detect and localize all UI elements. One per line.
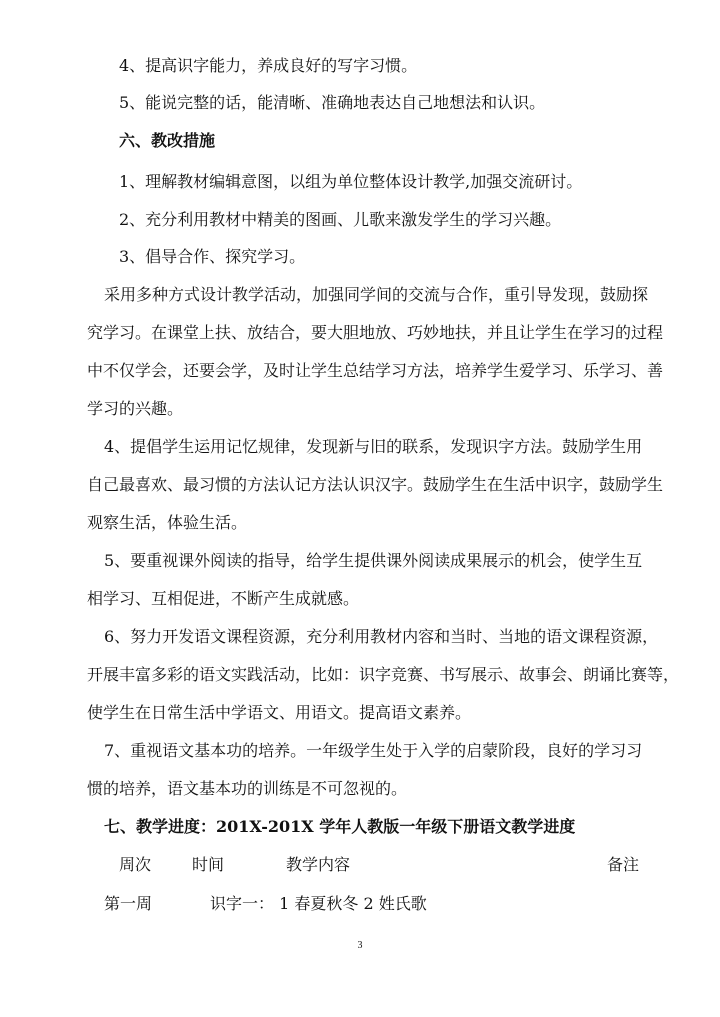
paragraph-line: 自己最喜欢、最习惯的方法认记方法认识汉字。鼓励学生在生活中识字，鼓励学生 <box>87 475 664 494</box>
paragraph-line: 采用多种方式设计教学活动，加强同学间的交流与合作，重引导发现，鼓励探 <box>104 285 649 304</box>
schedule-header-time: 时间 <box>192 855 225 874</box>
measure-5: 5、要重视课外阅读的指导，给学生提供课外阅读成果展示的机会，使学生互 <box>104 551 643 570</box>
paragraph-line: 惯的培养，语文基本功的训练是不可忽视的。 <box>87 779 408 798</box>
paragraph-line: 开展丰富多彩的语文实践活动，比如：识字竞赛、书写展示、故事会、朗诵比赛等， <box>87 665 680 684</box>
paragraph-line: 究学习。在课堂上扶、放结合，要大胆地放、巧妙地扶，并且让学生在学习的过程 <box>87 323 664 342</box>
schedule-row-week: 第一周 <box>104 894 153 913</box>
schedule-row-content: 识字一： 1 春夏秋冬 2 姓氏歌 <box>210 894 427 913</box>
paragraph-line: 中不仅学会，还要会学，及时让学生总结学习方法，培养学生爱学习、乐学习、善 <box>87 361 664 380</box>
paragraph-line: 使学生在日常生活中学语文、用语文。提高语文素养。 <box>87 703 472 722</box>
schedule-header-content: 教学内容 <box>286 855 351 874</box>
measure-7: 7、重视语文基本功的培养。一年级学生处于入学的启蒙阶段，良好的学习习 <box>104 741 643 760</box>
section-heading-schedule: 七、教学进度：201X-201X 学年人教版一年级下册语文教学进度 <box>104 817 576 836</box>
paragraph-line: 观察生活，体验生活。 <box>87 513 248 532</box>
schedule-header-notes: 备注 <box>607 855 640 874</box>
paragraph-line: 相学习、互相促进，不断产生成就感。 <box>87 589 360 608</box>
schedule-header-week: 周次 <box>119 855 152 874</box>
measure-1: 1、理解教材编辑意图，以组为单位整体设计教学,加强交流研讨。 <box>119 172 583 191</box>
section-heading-reform: 六、教改措施 <box>119 131 216 150</box>
measure-2: 2、充分利用教材中精美的图画、儿歌来激发学生的学习兴趣。 <box>119 210 562 229</box>
measure-3: 3、倡导合作、探究学习。 <box>119 247 306 266</box>
page-number: 3 <box>357 940 363 951</box>
measure-4: 4、提倡学生运用记忆规律，发现新与旧的联系，发现识字方法。鼓励学生用 <box>104 437 643 456</box>
measure-6: 6、努力开发语文课程资源，充分利用教材内容和当时、当地的语文课程资源， <box>104 627 659 646</box>
goal-5: 5、能说完整的话，能清晰、准确地表达自己地想法和认识。 <box>119 93 546 112</box>
goal-4: 4、提高识字能力，养成良好的写字习惯。 <box>119 56 418 75</box>
paragraph-line: 学习的兴趣。 <box>87 399 184 418</box>
